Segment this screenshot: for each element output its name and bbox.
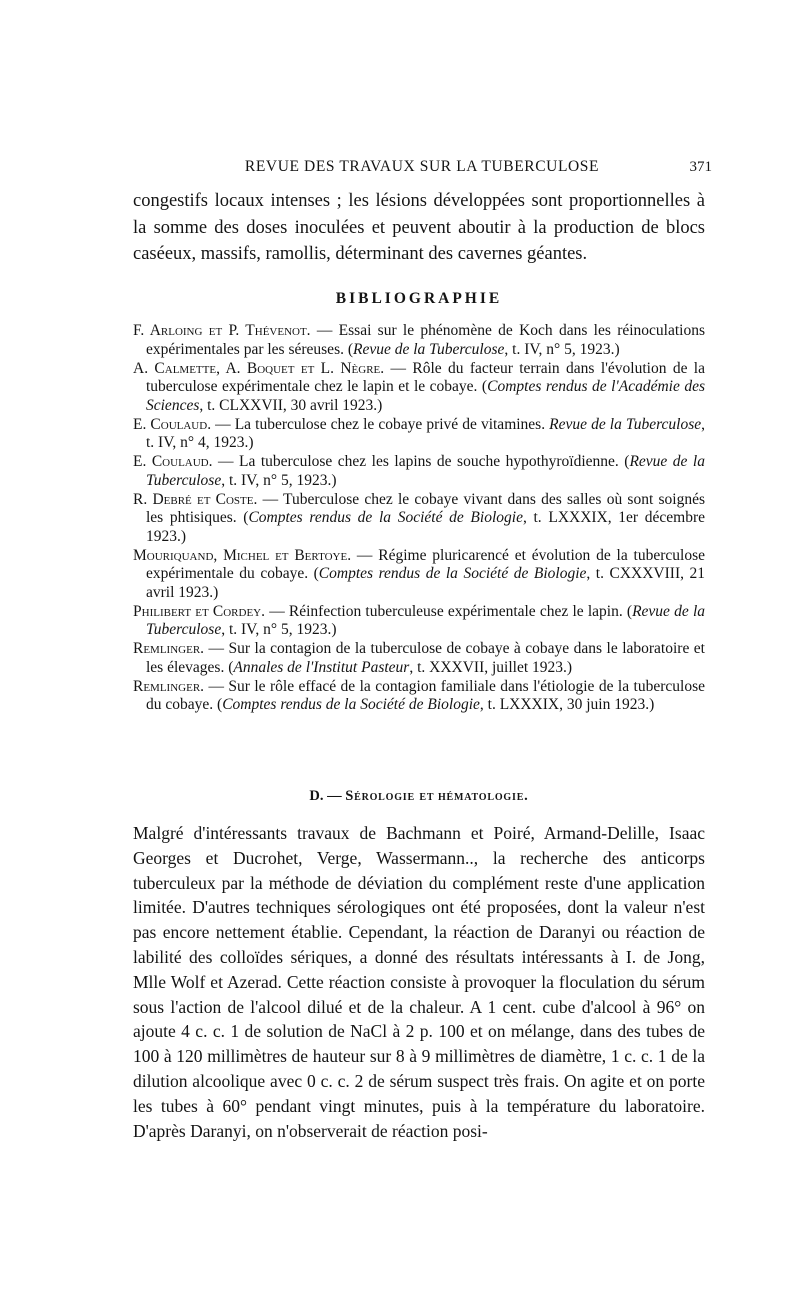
bib-source: Revue de la Tuberculose <box>146 453 705 489</box>
bibliography-entry <box>133 360 705 416</box>
bib-text: — Sur le rôle effacé de la contagion familiale dans l'étiologie de la tuberculose du cobaye. ( <box>146 677 705 713</box>
bib-authors: Mouriquand, Michel et Bertoye. <box>133 546 352 564</box>
bib-authors: E. Coulaud. <box>133 453 213 470</box>
bib-authors: F. Arloing et P. Thévenot. <box>133 322 311 339</box>
bib-source: Annales de l'Institut Pasteur <box>233 658 410 676</box>
subsection-title-part2: hématologie. <box>437 788 529 804</box>
bibliography-entry <box>133 453 705 490</box>
bib-text: — Régime pluricarencé et évolution de la tuberculose expérimentale du cobaye. ( <box>146 546 705 582</box>
bib-details: , t. XXXVII, juillet 1923.) <box>409 658 573 676</box>
bib-details: , t. IV, n° 5, 1923.) <box>221 621 337 638</box>
bibliography-entry <box>133 640 705 677</box>
bib-authors: A. Calmette, A. Boquet et L. Nègre. <box>133 359 385 377</box>
bib-text: — La tuberculose chez les lapins de souche hypothyroïdienne. ( <box>212 453 630 470</box>
bib-authors: R. Debré et Coste. <box>133 490 258 508</box>
bib-details: , t. IV, n° 5, 1923.) <box>221 471 337 489</box>
bib-authors: Remlinger. <box>133 640 205 657</box>
bibliography-entry <box>133 322 705 359</box>
bibliography-entry <box>133 416 705 453</box>
bib-source: Comptes rendus de la Société de Biologie <box>222 696 480 713</box>
bib-text: — Tuberculose chez le cobaye vivant dans des salles où sont soignés les phtisiques. ( <box>146 490 705 526</box>
bib-authors: E. Coulaud. <box>133 415 212 433</box>
running-title: REVUE DES TRAVAUX SUR LA TUBERCULOSE <box>244 158 600 175</box>
bib-details: , t. IV, n° 4, 1923.) <box>146 415 705 451</box>
bibliography-heading: BIBLIOGRAPHIE <box>335 290 503 307</box>
bibliography-list <box>133 322 705 715</box>
bib-source: Comptes rendus de la Société de Biologie <box>248 509 523 526</box>
running-header <box>132 158 712 178</box>
bib-source: Comptes rendus de l'Académie des Sciences <box>146 378 705 414</box>
intro-paragraph: congestifs locaux intenses ; les lésions développées sont proportionnelles à la somme des doses inoculées et peuvent aboutir à la production de blocs caséeux, massifs, ramollis, déterminant des cavernes géantes. <box>133 191 705 264</box>
bib-details: , t. LXXXIX, 30 juin 1923.) <box>479 696 655 713</box>
body-paragraph: Malgré d'intéressants travaux de Bachmann et Poiré, Armand-Delille, Isaac Georges et Ducrohet, Verge, Wassermann.., la recherche des anticorps tuberculeux par la méthode de déviation du complément reste d'une application limitée. D'autres techniques sérologiques ont été proposées, dont la valeur n'est pas encore nettement établie. Cependant, la réaction de Daranyi ou réaction de labilité des colloïdes sériques, a donné des résultats intéressants à I. de Jong, Mlle Wolf et Azerad. Cette réaction consiste à provoquer la floculation du sérum sous l'action de l'alcool dilué et de la chaleur. A 1 cent. cube d'alcool à 96° on ajoute 4 c. c. 1 de solution de NaCl à 2 p. 100 et on mélange, dans des tubes de 100 à 120 millimètres de hauteur sur 8 à 9 millimètres de diamètre, 1 c. c. 1 de la dilution alcoolique avec 0 c. c. 2 de sérum suspect très frais. On agite et on porte les tubes à 60° pendant vingt minutes, puis à la température du laboratoire. D'après Daranyi, on n'observerait de réaction posi- <box>133 823 705 1141</box>
bib-text: — Rôle du facteur terrain dans l'évolution de la tuberculose expérimentale chez le lapin et le cobaye. ( <box>146 359 705 395</box>
bib-text: — Réinfection tuberculeuse expérimentale chez le lapin. ( <box>265 602 633 620</box>
subsection-title-part1: Sérologie et <box>345 788 435 804</box>
page-number: 371 <box>689 159 712 175</box>
bib-source: Revue de la Tuberculose <box>353 340 505 358</box>
bib-text: — Essai sur le phénomène de Koch dans les réinoculations expérimentales par les séreuses. ( <box>146 322 705 358</box>
bib-details: , t. LXXXIX, 1er décembre 1923.) <box>146 509 705 545</box>
bib-text: — Sur la contagion de la tuberculose de cobaye à cobaye dans le laboratoire et les élevages. ( <box>146 640 705 676</box>
subsection-letter: D. <box>309 788 324 804</box>
bib-source: Comptes rendus de la Société de Biologie <box>318 565 587 582</box>
bibliography-entry <box>133 547 705 603</box>
subsection-dash: — <box>327 788 342 804</box>
bib-source: Revue de la Tuberculose <box>549 415 702 433</box>
bibliography-entry <box>133 491 705 547</box>
bib-details: , t. CXXXVIII, 21 avril 1923.) <box>146 565 706 601</box>
subsection-heading <box>133 788 705 805</box>
bibliography-entry <box>133 678 705 715</box>
bib-text: — La tuberculose chez le cobaye privé de vitamines. <box>211 415 550 433</box>
bib-details: , t. CLXXVII, 30 avril 1923.) <box>199 396 383 414</box>
bib-authors: Remlinger. <box>133 677 205 695</box>
bib-source: Revue de la Tuberculose <box>146 602 706 638</box>
bib-details: , t. IV, n° 5, 1923.) <box>504 340 620 358</box>
bibliography-entry <box>133 603 705 640</box>
bib-authors: Philibert et Cordey. <box>133 602 265 620</box>
